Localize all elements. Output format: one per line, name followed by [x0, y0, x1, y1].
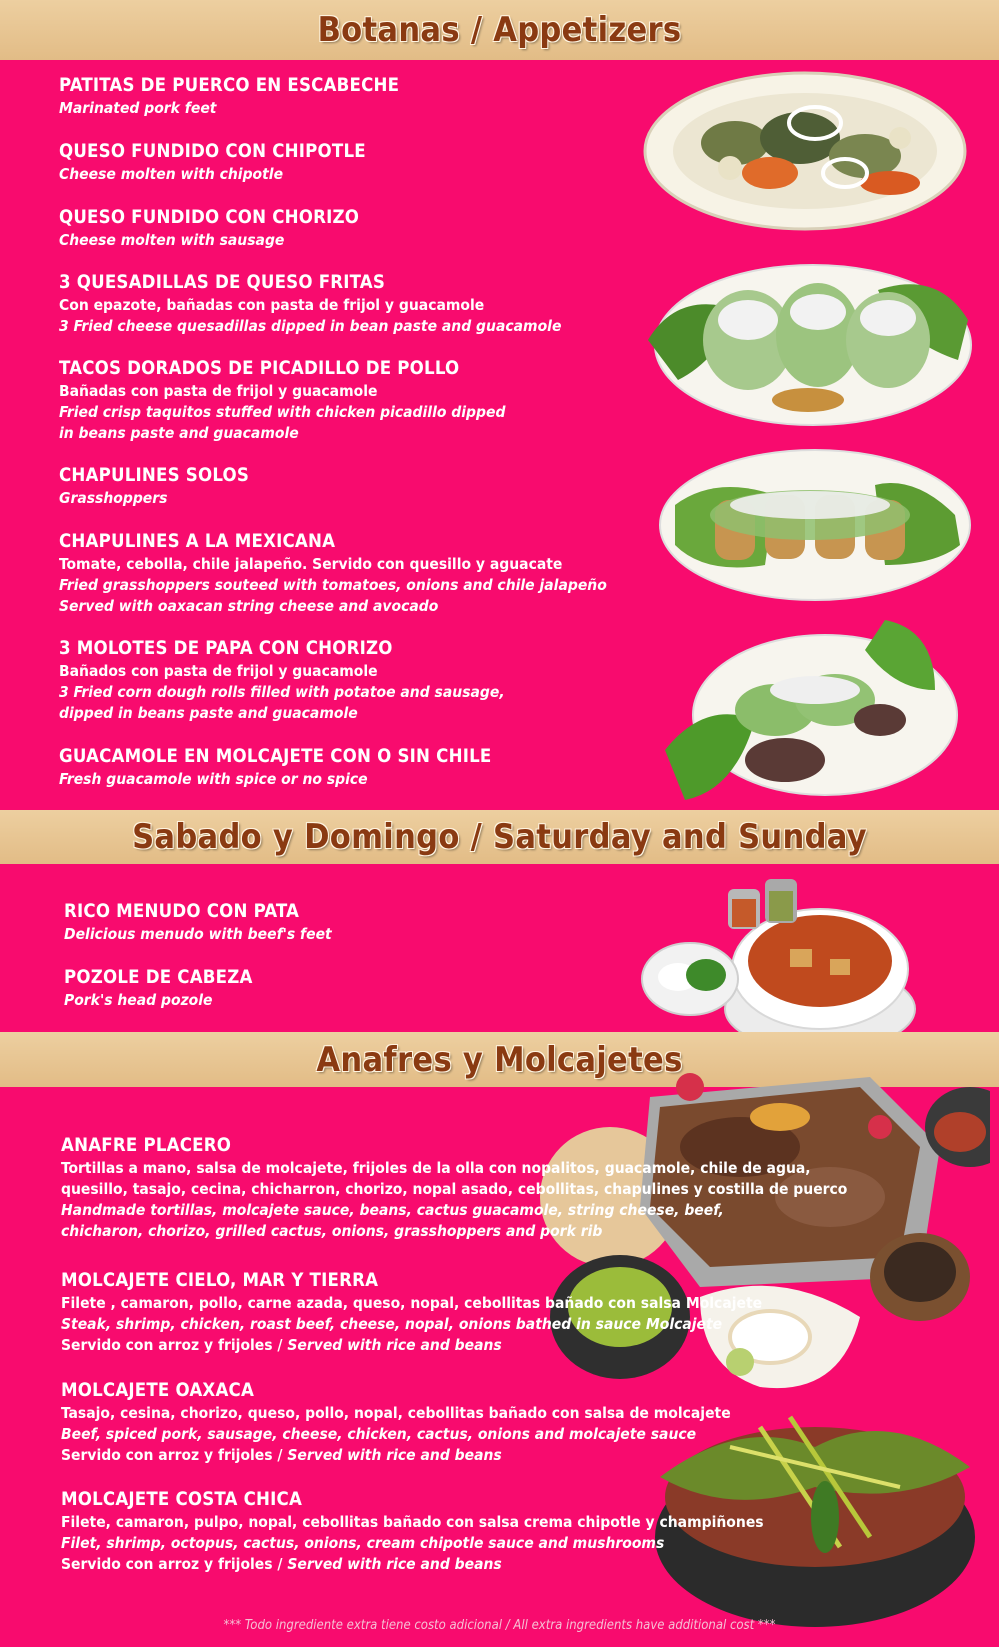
menu-item-tacos-dorados: TACOS DORADOS DE PICADILLO DE POLLO Bañadas con pasta de frijol y guacamole Fried crisp taquitos stuffed with chicken picadillo dipped in beans paste and guacamole	[59, 358, 506, 442]
menu-item-molcajete-oaxaca: MOLCAJETE OAXACA Tasajo, cesina, chorizo, queso, pollo, nopal, cebollitas bañado con salsa de molcajete Beef, spiced pork, sausage, cheese, chicken, cactus, onions and molcajete sauce Servido con arroz y frijoles / Served with rice and beans	[61, 1380, 731, 1464]
quesadillas-plate-photo	[638, 250, 978, 430]
menu-item-menudo: RICO MENUDO CON PATA Delicious menudo with beef's feet	[64, 901, 332, 943]
weekend-panel	[0, 864, 999, 1032]
menu-item-molcajete-cielo: MOLCAJETE CIELO, MAR Y TIERRA Filete , camaron, pollo, carne azada, queso, nopal, cebollitas bañado con salsa Molcajete Steak, shrimp, chicken, roast beef, cheese, nopal, onions bathed in sauce Molcajete Servido con arroz y frijoles / Served with rice and beans	[61, 1270, 763, 1354]
menu-item-queso-chipotle: QUESO FUNDIDO CON CHIPOTLE Cheese molten with chipotle	[59, 141, 366, 183]
menu-item-patitas: PATITAS DE PUERCO EN ESCABECHE Marinated pork feet	[59, 75, 400, 117]
menu-item-queso-chorizo: QUESO FUNDIDO CON CHORIZO Cheese molten with sausage	[59, 207, 360, 249]
menu-item-chapulines-solos: CHAPULINES SOLOS Grasshoppers	[59, 465, 250, 507]
appetizers-panel	[0, 60, 999, 810]
menu-item-molcajete-costa-chica: MOLCAJETE COSTA CHICA Filete, camaron, pulpo, nopal, cebollitas bañado con salsa crema chipotle y champiñones Filet, shrimp, octopus, cactus, onions, cream chipotle sauce and mushrooms Servido con arroz y frijoles / Served with rice and beans	[61, 1489, 764, 1573]
menudo-bowl-photo	[640, 869, 930, 1057]
extra-cost-footnote: *** Todo ingrediente extra tiene costo adicional / All extra ingredients have additional cost ***	[223, 1618, 776, 1633]
menu-item-pozole: POZOLE DE CABEZA Pork's head pozole	[64, 967, 253, 1009]
appetizers-title: Botanas / Appetizers	[317, 10, 682, 50]
pork-feet-plate-photo	[640, 68, 970, 234]
menu-item-chapulines-mexicana: CHAPULINES A LA MEXICANA Tomate, cebolla, chile jalapeño. Servido con quesillo y aguacate Fried grasshoppers souteed with tomatoes, onions and chile jalapeño Served with oaxacan string cheese and avocado	[59, 531, 607, 615]
anafres-title: Anafres y Molcajetes	[316, 1039, 683, 1080]
appetizers-header	[0, 0, 999, 60]
weekend-title: Sabado y Domingo / Saturday and Sunday	[132, 817, 867, 857]
menu-item-molotes: 3 MOLOTES DE PAPA CON CHORIZO Bañados con pasta de frijol y guacamole 3 Fried corn dough rolls filled with potatoe and sausage, dipped in beans paste and guacamole	[59, 638, 505, 722]
molotes-plate-photo	[665, 610, 965, 805]
weekend-header	[0, 810, 999, 864]
tacos-dorados-plate-photo	[655, 445, 975, 605]
menu-item-guacamole: GUACAMOLE EN MOLCAJETE CON O SIN CHILE Fresh guacamole with spice or no spice	[59, 746, 492, 788]
menu-item-anafre-placero: ANAFRE PLACERO Tortillas a mano, salsa de molcajete, frijoles de la olla con nopalitos, guacamole, chile de agua, quesillo, tasajo, cecina, chicharron, chorizo, nopal asado, cebollitas, chapulines y costilla de puerco Handmade tortillas, molcajete sauce, beans, cactus guacamole, string cheese, beef, chicharon, chorizo, grilled cactus, onions, grasshoppers and pork rib	[61, 1135, 848, 1240]
menu-item-quesadillas: 3 QUESADILLAS DE QUESO FRITAS Con epazote, bañadas con pasta de frijol y guacamole 3 Fried cheese quesadillas dipped in bean paste and guacamole	[59, 272, 562, 335]
